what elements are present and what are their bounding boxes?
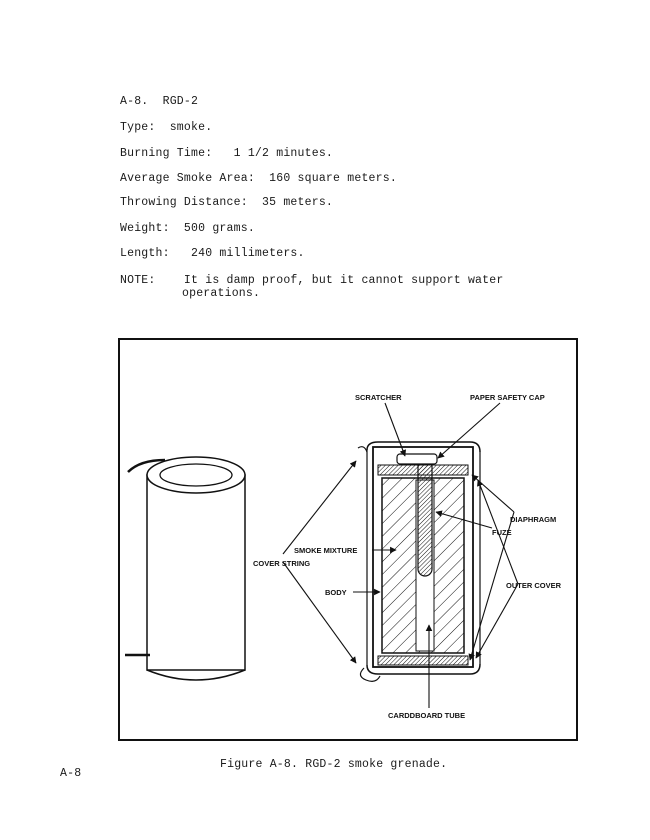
label-diaphragm: DIAPHRAGM xyxy=(510,515,557,524)
label-cover-string: COVER STRING xyxy=(253,559,311,568)
label-cardboard-tube: CARDDBOARD TUBE xyxy=(388,711,466,720)
page-number: A-8 xyxy=(60,767,82,780)
label-fuze: FUZE xyxy=(492,528,512,537)
spec-smoke-area: Average Smoke Area: 160 square meters. xyxy=(120,172,397,185)
label-scratcher: SCRATCHER xyxy=(355,393,402,402)
grenade-cutaway xyxy=(358,442,480,681)
spec-weight: Weight: 500 grams. xyxy=(120,222,255,235)
section-heading: A-8. RGD-2 xyxy=(120,95,199,108)
label-outer-cover: OUTER COVER xyxy=(506,581,562,590)
spec-length: Length: 240 millimeters. xyxy=(120,247,305,260)
grenade-diagram xyxy=(120,340,576,739)
note-line-1: NOTE: It is damp proof, but it cannot support water xyxy=(120,274,504,287)
spec-throwing-distance: Throwing Distance: 35 meters. xyxy=(120,196,334,209)
grenade-exterior xyxy=(125,457,245,680)
note-line-2: operations. xyxy=(182,287,261,300)
label-body: BODY xyxy=(325,588,347,597)
grenade-figure xyxy=(118,338,578,741)
label-paper-safety-cap: PAPER SAFETY CAP xyxy=(470,393,545,402)
label-smoke-mixture: SMOKE MIXTURE xyxy=(294,546,358,555)
spec-burning-time: Burning Time: 1 1/2 minutes. xyxy=(120,147,334,160)
spec-type: Type: smoke. xyxy=(120,121,213,134)
figure-caption: Figure A-8. RGD-2 smoke grenade. xyxy=(220,758,448,771)
